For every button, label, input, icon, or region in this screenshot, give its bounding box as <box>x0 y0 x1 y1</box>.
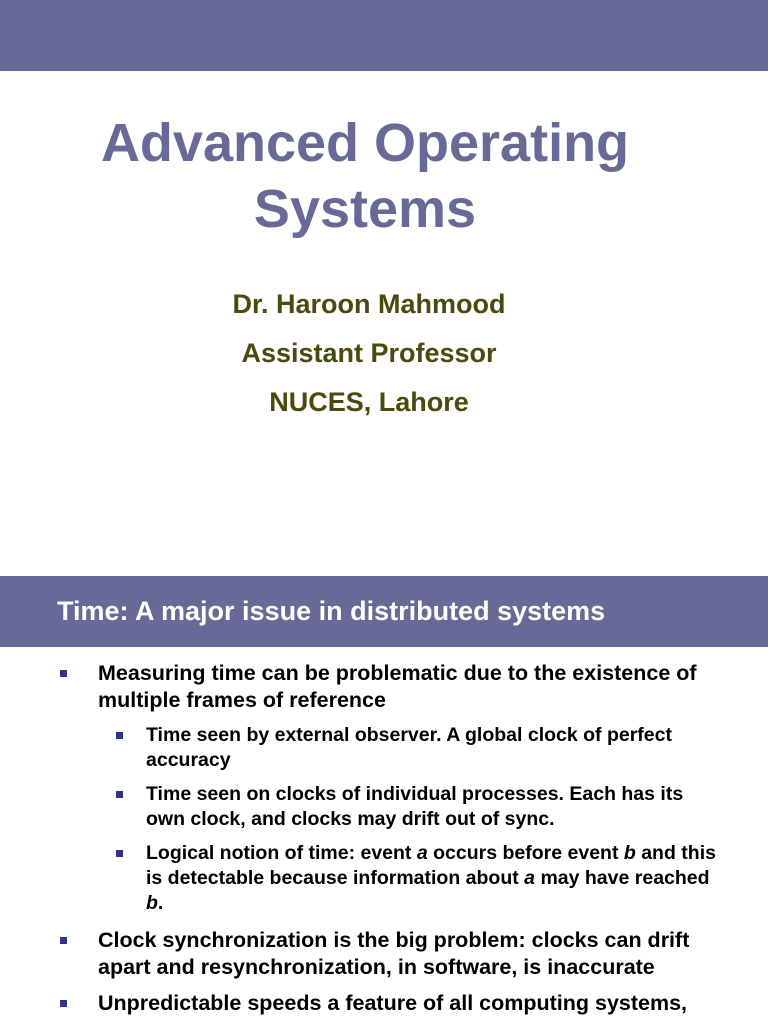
slide-title-line-2: Systems <box>253 179 477 239</box>
sub-bullet-item <box>0 841 716 916</box>
italic-variable: b <box>623 842 636 864</box>
bullet-item <box>0 990 738 1017</box>
text-run: may have reached <box>535 867 710 889</box>
slide2-title: Time: A major issue in distributed systems <box>57 596 606 626</box>
bullet-text: Clock synchronization is the big problem: clocks can drift apart and resynchronization, in software, is inaccurate <box>98 928 690 979</box>
author-name: Dr. Haroon Mahmood <box>232 289 506 319</box>
square-bullet-icon <box>60 937 67 944</box>
square-bullet-icon <box>116 850 123 857</box>
square-bullet-icon <box>116 732 123 739</box>
bullet-list <box>0 660 768 1026</box>
text-run: . <box>157 892 164 914</box>
slide-title <box>0 110 730 242</box>
sub-bullet-text: Time seen by external observer. A global clock of perfect accuracy <box>146 724 672 771</box>
text-run: and this is detectable because information about <box>146 842 716 889</box>
italic-variable: a <box>524 867 536 889</box>
italic-variable: b <box>146 892 158 914</box>
author-block <box>0 280 738 427</box>
italic-variable: a <box>416 842 428 864</box>
square-bullet-icon <box>60 1000 67 1007</box>
sub-bullet-item <box>0 723 716 773</box>
sub-bullet-text <box>146 842 716 914</box>
text-run: Logical notion of time: event <box>146 842 417 864</box>
sub-bullet-item <box>0 782 716 832</box>
slide-title-line-1: Advanced Operating <box>100 113 630 173</box>
slide-header-bar <box>0 0 768 71</box>
author-role: Assistant Professor <box>241 338 497 368</box>
bullet-item <box>0 660 738 714</box>
slide2-title-band <box>0 576 768 647</box>
bullet-text: Unpredictable speeds a feature of all computing systems, <box>98 991 688 1015</box>
bullet-item <box>0 927 738 981</box>
square-bullet-icon <box>60 670 67 677</box>
sub-bullet-text: Time seen on clocks of individual processes. Each has its own clock, and clocks may drift out of sync. <box>146 783 684 830</box>
square-bullet-icon <box>116 791 123 798</box>
author-org: NUCES, Lahore <box>269 387 469 417</box>
text-run: occurs before event <box>427 842 624 864</box>
bullet-text: Measuring time can be problematic due to the existence of multiple frames of reference <box>98 661 697 712</box>
